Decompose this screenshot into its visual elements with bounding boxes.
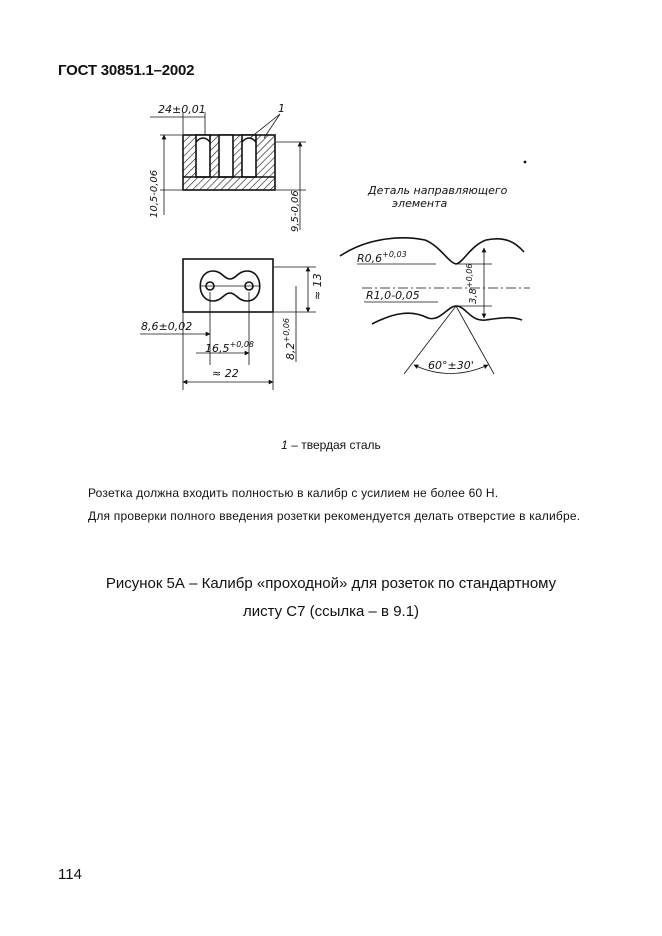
paragraph-2: Для проверки полного введения розетки рекомендуется делать отверстие в калибре. <box>88 509 581 523</box>
top-view <box>150 112 306 230</box>
detail-title-line2: элемента <box>392 197 448 210</box>
legend-number: 1 <box>281 438 288 452</box>
figure-legend <box>0 438 662 452</box>
detail-angle: 60°±30' <box>428 359 474 372</box>
dim-left-offset: 8,6±0,02 <box>141 320 193 333</box>
dim-pin-spacing: $16,5^{+0,08}$ <box>205 340 255 355</box>
paragraph-1: Розетка должна входить полностью в калибр с усилием не более 60 Н. <box>88 486 499 500</box>
detail-gap-dim: $3,8^{+0,06}$ <box>465 263 479 304</box>
dim-height-outer: 10,5-0,06 <box>149 169 160 218</box>
callout-number: 1 <box>278 102 285 115</box>
dim-total-length: ≈ 22 <box>212 367 239 380</box>
detail-radius-bottom: R1,0-0,05 <box>366 289 420 302</box>
caption-line-1: Рисунок 5А – Калибр «проходной» для розеток по стандартному <box>105 575 557 592</box>
dim-approx-width: ≈ 13 <box>311 273 324 300</box>
caption-line-2: листу С7 (ссылка – в 9.1) <box>242 603 420 620</box>
technical-drawing <box>0 0 662 430</box>
stray-mark <box>524 161 527 164</box>
detail-radius-top: $R0,6^{+0,03}$ <box>357 250 407 265</box>
dim-width-24: 24±0,01 <box>158 103 206 116</box>
legend-text: – твердая сталь <box>287 438 381 452</box>
figure-caption <box>0 570 662 626</box>
document-header: ГОСТ 30851.1–2002 <box>58 62 195 79</box>
detail-title-line1: Деталь направляющего <box>368 184 508 197</box>
page-number: 114 <box>58 866 82 883</box>
dim-plan-height: $8,2^{+0,06}$ <box>282 317 297 360</box>
dim-height-inner: 9,5-0,06 <box>290 190 301 232</box>
